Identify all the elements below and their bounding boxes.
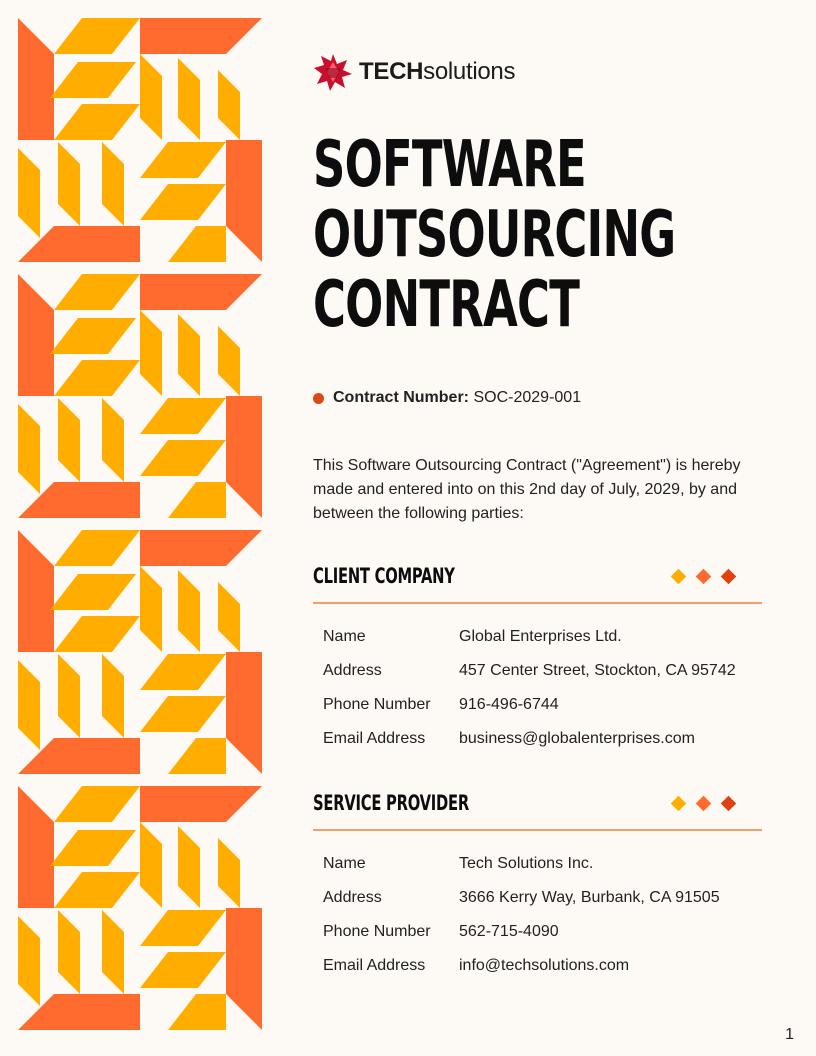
field-label: Phone Number [323,923,431,940]
title-line: SOFTWARE [313,128,586,202]
contract-number [313,389,581,407]
field-label: Name [323,628,366,645]
field-label: Email Address [323,957,426,974]
diamond-icon [721,795,737,811]
page-number: 1 [785,1026,794,1043]
contract-number-value: SOC-2029-001 [473,389,582,406]
intro-paragraph: This Software Outsourcing Contract ("Agreement") is hereby made and entered into on this 2nd day of July, 2029, by and between the following parties: [313,457,741,522]
table-row [313,722,762,756]
contract-number-label: Contract Number: [333,389,470,406]
diamond-decoration [673,798,734,809]
field-label: Phone Number [323,696,431,713]
field-label: Name [323,855,366,872]
diamond-decoration [673,571,734,582]
field-value: 3666 Kerry Way, Burbank, CA 91505 [459,889,720,906]
table-row [313,847,762,881]
field-label: Address [323,889,382,906]
diamond-icon [696,568,712,584]
field-label: Email Address [323,730,426,747]
field-value: 562-715-4090 [459,923,559,940]
diamond-icon [671,568,687,584]
field-value: Global Enterprises Ltd. [459,628,622,645]
brand-logo [313,52,515,92]
field-value: 457 Center Street, Stockton, CA 95742 [459,662,736,679]
star-logo-icon [313,52,353,92]
client-company-section [313,560,762,756]
service-provider-section [313,787,762,983]
section-title: SERVICE PROVIDER [313,791,469,815]
brand-name: TECHsolutions [359,58,516,85]
diamond-icon [721,568,737,584]
table-row [313,915,762,949]
table-row [313,949,762,983]
title-line: CONTRACT [313,268,580,342]
table-row [313,654,762,688]
field-value: info@techsolutions.com [459,957,630,974]
bullet-dot-icon [313,393,324,404]
document-title [313,128,676,342]
table-row [313,620,762,654]
diamond-icon [671,795,687,811]
section-header [313,787,762,831]
section-header [313,560,762,604]
field-value: Tech Solutions Inc. [459,855,594,872]
table-row [313,688,762,722]
field-label: Address [323,662,382,679]
field-value: 916-496-6744 [459,696,559,713]
decorative-geometric-pattern [18,18,262,1038]
field-value: business@globalenterprises.com [459,730,695,747]
title-line: OUTSOURCING [313,198,676,272]
table-row [313,881,762,915]
diamond-icon [696,795,712,811]
section-title: CLIENT COMPANY [313,564,455,588]
